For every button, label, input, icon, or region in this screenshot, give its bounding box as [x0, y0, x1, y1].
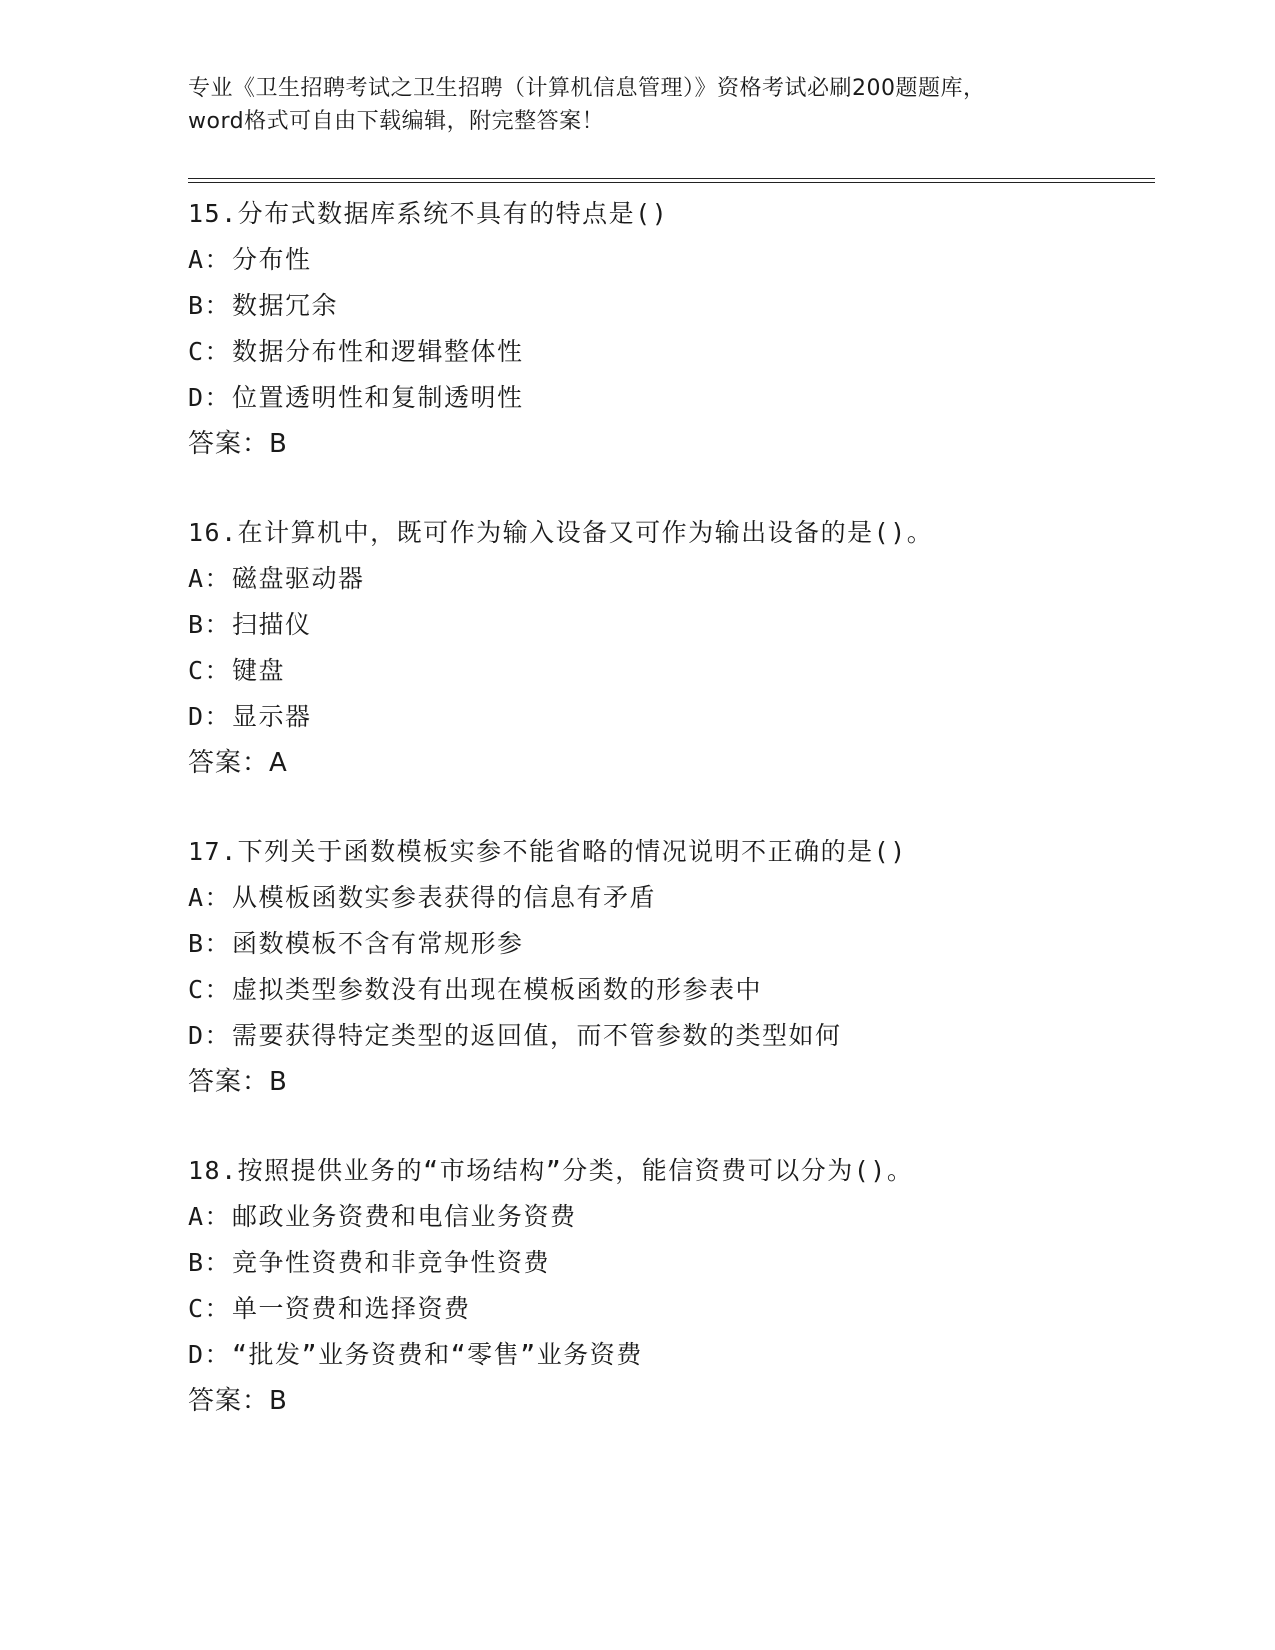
option-text: 磁盘驱动器 — [232, 564, 365, 593]
option-a — [188, 875, 1148, 921]
option-letter: C： — [188, 656, 232, 685]
option-a — [188, 556, 1148, 602]
option-letter: B： — [188, 929, 232, 958]
option-b — [188, 921, 1148, 967]
option-text: 邮政业务资费和电信业务资费 — [232, 1202, 577, 1231]
question-list — [188, 191, 1148, 1467]
question-stem: 18.按照提供业务的“市场结构”分类，能信资费可以分为()。 — [188, 1156, 914, 1185]
option-letter: A： — [188, 245, 232, 274]
header-line-2: word格式可自由下载编辑，附完整答案！ — [188, 109, 605, 134]
option-text: 虚拟类型参数没有出现在模板函数的形参表中 — [232, 975, 763, 1004]
option-text: 扫描仪 — [232, 610, 312, 639]
header-line-1: 专业《卫生招聘考试之卫生招聘（计算机信息管理）》资格考试必刷200题题库， — [188, 76, 986, 101]
answer: 答案：B — [188, 429, 288, 459]
option-d — [188, 1013, 1148, 1059]
option-text: 竞争性资费和非竞争性资费 — [232, 1248, 551, 1277]
option-letter: A： — [188, 883, 232, 912]
option-a — [188, 1194, 1148, 1240]
answer: 答案：B — [188, 1067, 288, 1097]
question-stem: 17.下列关于函数模板实参不能省略的情况说明不正确的是() — [188, 837, 907, 866]
question-16 — [188, 510, 1148, 786]
option-b — [188, 283, 1148, 329]
option-letter: D： — [188, 383, 232, 412]
option-letter: B： — [188, 291, 232, 320]
option-a — [188, 237, 1148, 283]
option-letter: D： — [188, 1021, 232, 1050]
option-letter: A： — [188, 1202, 232, 1231]
option-text: 需要获得特定类型的返回值，而不管参数的类型如何 — [232, 1021, 842, 1050]
option-text: 位置透明性和复制透明性 — [232, 383, 524, 412]
option-letter: A： — [188, 564, 232, 593]
option-text: 显示器 — [232, 702, 312, 731]
option-letter: C： — [188, 975, 232, 1004]
question-18 — [188, 1148, 1148, 1424]
answer: 答案：A — [188, 748, 288, 778]
option-text: “批发”业务资费和“零售”业务资费 — [232, 1340, 643, 1369]
option-letter: B： — [188, 1248, 232, 1277]
option-text: 从模板函数实参表获得的信息有矛盾 — [232, 883, 657, 912]
document-header — [188, 72, 1088, 138]
option-b — [188, 602, 1148, 648]
option-letter: D： — [188, 1340, 232, 1369]
question-stem: 16.在计算机中，既可作为输入设备又可作为输出设备的是()。 — [188, 518, 934, 547]
option-b — [188, 1240, 1148, 1286]
option-c — [188, 648, 1148, 694]
option-d — [188, 375, 1148, 421]
option-text: 单一资费和选择资费 — [232, 1294, 471, 1323]
option-c — [188, 1286, 1148, 1332]
option-c — [188, 967, 1148, 1013]
option-letter: C： — [188, 1294, 232, 1323]
option-letter: D： — [188, 702, 232, 731]
question-15 — [188, 191, 1148, 467]
option-text: 数据冗余 — [232, 291, 339, 320]
question-17 — [188, 829, 1148, 1105]
option-text: 函数模板不含有常规形参 — [232, 929, 524, 958]
question-stem: 15.分布式数据库系统不具有的特点是() — [188, 199, 669, 228]
answer: 答案：B — [188, 1386, 288, 1416]
option-text: 数据分布性和逻辑整体性 — [232, 337, 524, 366]
header-divider — [188, 178, 1155, 183]
option-letter: B： — [188, 610, 232, 639]
option-letter: C： — [188, 337, 232, 366]
option-d — [188, 1332, 1148, 1378]
option-text: 分布性 — [232, 245, 312, 274]
option-text: 键盘 — [232, 656, 286, 685]
option-d — [188, 694, 1148, 740]
option-c — [188, 329, 1148, 375]
